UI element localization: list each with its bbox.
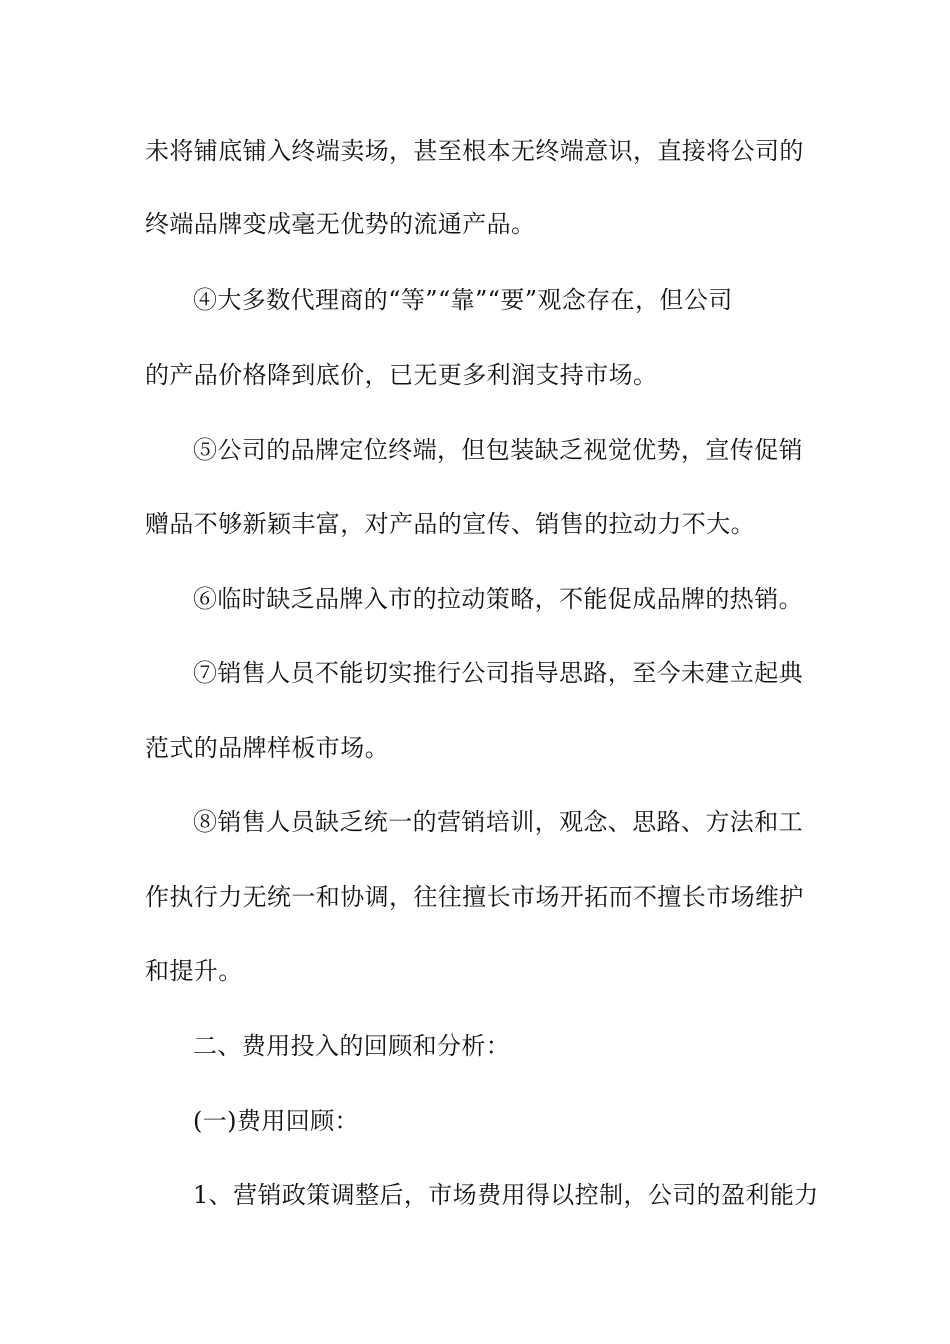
text-line: 终端品牌变成毫无优势的流通产品。 [145,210,536,238]
text-line: ④大多数代理商的“等”“靠”“要”观念存在，但公司 [193,286,733,314]
text-line: 1、营销政策调整后，市场费用得以控制，公司的盈利能力 [193,1181,819,1209]
text-line: ⑥临时缺乏品牌入市的拉动策略，不能促成品牌的热销。 [193,585,803,613]
text-line: ⑧销售人员缺乏统一的营销培训，观念、思路、方法和工 [193,808,803,836]
text-line: 赠品不够新颖丰富，对产品的宣传、销售的拉动力不大。 [145,510,755,538]
subsection-heading: (一)费用回顾： [193,1107,359,1135]
text-line: ⑤公司的品牌定位终端，但包装缺乏视觉优势，宣传促销 [193,436,803,464]
text-line: 的产品价格降到底价，已无更多利润支持市场。 [145,361,658,389]
text-line: 范式的品牌样板市场。 [145,734,389,762]
text-line: 未将铺底铺入终端卖场，甚至根本无终端意识，直接将公司的 [145,137,804,165]
text-line: ⑦销售人员不能切实推行公司指导思路，至今未建立起典 [193,659,803,687]
section-heading: 二、费用投入的回顾和分析： [193,1032,511,1060]
text-line: 和提升。 [145,957,243,985]
text-line: 作执行力无统一和协调，往往擅长市场开拓而不擅长市场维护 [145,883,804,911]
